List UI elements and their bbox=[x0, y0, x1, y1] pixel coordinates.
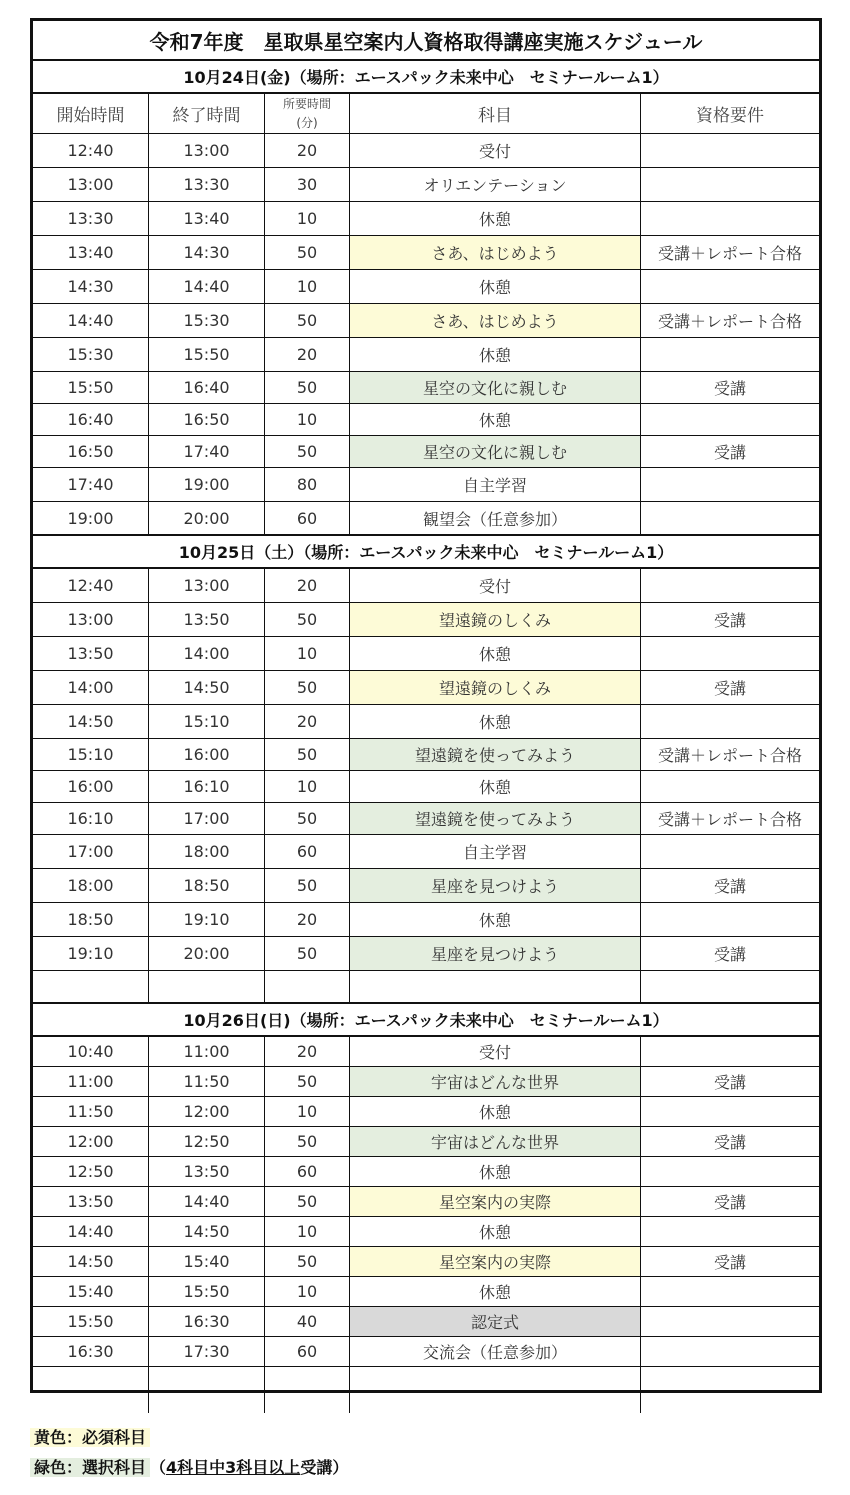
legend-elective-note-underlined: 4科目中3科目以上 bbox=[166, 1458, 301, 1477]
start-time-cell: 16:10 bbox=[33, 803, 149, 834]
end-time-cell: 14:40 bbox=[149, 1187, 265, 1216]
duration-cell: 50 bbox=[265, 937, 350, 970]
requirement-cell: 受講 bbox=[713, 679, 746, 698]
duration-cell: 50 bbox=[265, 1247, 350, 1276]
table-row bbox=[33, 869, 819, 903]
day-heading: 10月26日(日)（場所：エースパック未来中心 セミナールーム1） bbox=[33, 1004, 819, 1037]
end-time-cell: 15:50 bbox=[149, 1277, 265, 1306]
table-row bbox=[33, 502, 819, 536]
requirement-cell: 受講＋レポート合格 bbox=[657, 244, 802, 263]
requirement-cell bbox=[641, 1307, 819, 1336]
start-time-cell: 14:30 bbox=[33, 270, 149, 303]
duration-cell: 40 bbox=[265, 1307, 350, 1336]
end-time-cell: 19:00 bbox=[149, 468, 265, 501]
header-duration-top: 所要時間 bbox=[282, 96, 331, 111]
duration-cell: 20 bbox=[265, 569, 350, 602]
table-row bbox=[33, 705, 819, 739]
end-time-cell: 15:50 bbox=[149, 338, 265, 371]
end-time-cell: 19:10 bbox=[149, 903, 265, 936]
legend-required bbox=[30, 1425, 150, 1451]
table-row bbox=[33, 1187, 819, 1217]
requirement-cell bbox=[641, 404, 819, 435]
subject-cell: 休憩 bbox=[350, 705, 641, 738]
legend-elective-note-open: （ bbox=[150, 1458, 167, 1477]
requirement-cell bbox=[641, 168, 819, 201]
start-time-cell bbox=[33, 1367, 149, 1413]
start-time-cell: 14:40 bbox=[33, 304, 149, 337]
start-time-cell: 11:00 bbox=[33, 1067, 149, 1096]
start-time-cell: 17:40 bbox=[33, 468, 149, 501]
end-time-cell: 14:00 bbox=[149, 637, 265, 670]
day-heading: 10月25日（土）（場所：エースパック未来中心 セミナールーム1） bbox=[33, 536, 819, 569]
subject-cell: 自主学習 bbox=[350, 835, 641, 868]
subject-cell: 宇宙はどんな世界 bbox=[350, 1067, 641, 1096]
end-time-cell: 17:40 bbox=[149, 436, 265, 467]
table-row bbox=[33, 1247, 819, 1277]
subject-cell: 休憩 bbox=[350, 202, 641, 235]
duration-cell: 10 bbox=[265, 404, 350, 435]
duration-cell: 20 bbox=[265, 903, 350, 936]
table-row bbox=[33, 168, 819, 202]
subject-cell: 望遠鏡のしくみ bbox=[350, 671, 641, 704]
table-row bbox=[33, 304, 819, 338]
subject-cell: 望遠鏡のしくみ bbox=[350, 603, 641, 636]
end-time-cell: 16:10 bbox=[149, 771, 265, 802]
end-time-cell: 16:50 bbox=[149, 404, 265, 435]
end-time-cell: 13:40 bbox=[149, 202, 265, 235]
subject-cell: 休憩 bbox=[350, 404, 641, 435]
end-time-cell: 12:00 bbox=[149, 1097, 265, 1126]
table-row bbox=[33, 937, 819, 971]
table-row bbox=[33, 468, 819, 502]
subject-cell: 受付 bbox=[350, 569, 641, 602]
requirement-cell: 受講＋レポート合格 bbox=[657, 312, 802, 331]
table-row bbox=[33, 739, 819, 771]
start-time-cell: 15:10 bbox=[33, 739, 149, 770]
end-time-cell: 18:00 bbox=[149, 835, 265, 868]
requirement-cell: 受講 bbox=[713, 945, 746, 964]
duration-cell: 50 bbox=[265, 436, 350, 467]
start-time-cell: 14:40 bbox=[33, 1217, 149, 1246]
requirement-cell bbox=[641, 1337, 819, 1366]
end-time-cell: 15:10 bbox=[149, 705, 265, 738]
subject-cell: 休憩 bbox=[350, 1277, 641, 1306]
end-time-cell: 17:30 bbox=[149, 1337, 265, 1366]
subject-cell: 星空の文化に親しむ bbox=[350, 436, 641, 467]
start-time-cell: 16:30 bbox=[33, 1337, 149, 1366]
end-time-cell: 13:50 bbox=[149, 603, 265, 636]
requirement-cell bbox=[641, 1217, 819, 1246]
table-row bbox=[33, 1307, 819, 1337]
legend-required-label: 黄色：必須科目 bbox=[30, 1428, 150, 1447]
table-row bbox=[33, 569, 819, 603]
requirement-cell: 受講 bbox=[713, 1253, 746, 1272]
start-time-cell: 14:50 bbox=[33, 705, 149, 738]
table-row bbox=[33, 436, 819, 468]
start-time-cell bbox=[33, 971, 149, 1002]
requirement-cell bbox=[641, 338, 819, 371]
requirement-cell: 受講 bbox=[713, 1073, 746, 1092]
end-time-cell: 20:00 bbox=[149, 502, 265, 534]
duration-cell: 30 bbox=[265, 168, 350, 201]
start-time-cell: 16:50 bbox=[33, 436, 149, 467]
subject-cell: 休憩 bbox=[350, 1217, 641, 1246]
subject-cell: 休憩 bbox=[350, 338, 641, 371]
header-requirement: 資格要件 bbox=[696, 106, 764, 126]
start-time-cell: 13:00 bbox=[33, 603, 149, 636]
end-time-cell: 14:30 bbox=[149, 236, 265, 269]
subject-cell: 星空の文化に親しむ bbox=[350, 372, 641, 403]
requirement-cell bbox=[641, 971, 819, 1002]
table-row bbox=[33, 1157, 819, 1187]
requirement-cell bbox=[641, 569, 819, 602]
table-row bbox=[33, 637, 819, 671]
duration-cell: 50 bbox=[265, 1067, 350, 1096]
start-time-cell: 16:40 bbox=[33, 404, 149, 435]
table-row bbox=[33, 338, 819, 372]
duration-cell: 20 bbox=[265, 134, 350, 167]
end-time-cell: 13:30 bbox=[149, 168, 265, 201]
header-subject: 科目 bbox=[350, 94, 641, 133]
start-time-cell: 13:40 bbox=[33, 236, 149, 269]
duration-cell: 50 bbox=[265, 803, 350, 834]
subject-cell: さあ、はじめよう bbox=[350, 236, 641, 269]
subject-cell: 休憩 bbox=[350, 637, 641, 670]
subject-cell: 望遠鏡を使ってみよう bbox=[350, 739, 641, 770]
table-row bbox=[33, 903, 819, 937]
requirement-cell: 受講 bbox=[713, 443, 746, 462]
subject-cell bbox=[350, 971, 641, 1002]
table-row bbox=[33, 971, 819, 1004]
duration-cell: 80 bbox=[265, 468, 350, 501]
subject-cell: 星座を見つけよう bbox=[350, 937, 641, 970]
requirement-cell bbox=[641, 705, 819, 738]
table-row bbox=[33, 1037, 819, 1067]
subject-cell: 星空案内の実際 bbox=[350, 1247, 641, 1276]
subject-cell: 星空案内の実際 bbox=[350, 1187, 641, 1216]
table-row bbox=[33, 671, 819, 705]
requirement-cell bbox=[641, 1277, 819, 1306]
start-time-cell: 10:40 bbox=[33, 1037, 149, 1066]
table-row bbox=[33, 771, 819, 803]
requirement-cell: 受講 bbox=[713, 1133, 746, 1152]
requirement-cell bbox=[641, 1367, 819, 1413]
table-row bbox=[33, 835, 819, 869]
duration-cell: 50 bbox=[265, 1127, 350, 1156]
start-time-cell: 11:50 bbox=[33, 1097, 149, 1126]
requirement-cell: 受講 bbox=[713, 379, 746, 398]
start-time-cell: 18:00 bbox=[33, 869, 149, 902]
subject-cell: さあ、はじめよう bbox=[350, 304, 641, 337]
requirement-cell bbox=[641, 1097, 819, 1126]
duration-cell: 60 bbox=[265, 1157, 350, 1186]
table-row bbox=[33, 603, 819, 637]
start-time-cell: 14:00 bbox=[33, 671, 149, 704]
end-time-cell: 16:40 bbox=[149, 372, 265, 403]
duration-cell: 10 bbox=[265, 270, 350, 303]
table-row bbox=[33, 202, 819, 236]
subject-cell: オリエンテーション bbox=[350, 168, 641, 201]
duration-cell: 50 bbox=[265, 671, 350, 704]
table-row bbox=[33, 270, 819, 304]
subject-cell: 休憩 bbox=[350, 1097, 641, 1126]
header-duration bbox=[265, 94, 350, 133]
end-time-cell: 16:30 bbox=[149, 1307, 265, 1336]
subject-cell: 自主学習 bbox=[350, 468, 641, 501]
duration-cell bbox=[265, 1367, 350, 1413]
table-row bbox=[33, 1127, 819, 1157]
end-time-cell: 14:40 bbox=[149, 270, 265, 303]
start-time-cell: 12:40 bbox=[33, 134, 149, 167]
table-row bbox=[33, 1217, 819, 1247]
requirement-cell bbox=[641, 771, 819, 802]
start-time-cell: 12:50 bbox=[33, 1157, 149, 1186]
start-time-cell: 12:00 bbox=[33, 1127, 149, 1156]
start-time-cell: 15:50 bbox=[33, 372, 149, 403]
duration-cell: 10 bbox=[265, 1217, 350, 1246]
duration-cell: 20 bbox=[265, 1037, 350, 1066]
requirement-cell bbox=[641, 637, 819, 670]
duration-cell: 20 bbox=[265, 705, 350, 738]
subject-cell bbox=[350, 1367, 641, 1413]
requirement-cell bbox=[641, 903, 819, 936]
subject-cell: 認定式 bbox=[350, 1307, 641, 1336]
day-heading: 10月24日(金)（場所：エースパック未来中心 セミナールーム1） bbox=[33, 61, 819, 94]
table-row bbox=[33, 1097, 819, 1127]
start-time-cell: 19:10 bbox=[33, 937, 149, 970]
legend-elective-label: 緑色：選択科目 bbox=[30, 1458, 150, 1477]
duration-cell: 60 bbox=[265, 835, 350, 868]
duration-cell: 60 bbox=[265, 502, 350, 534]
requirement-cell bbox=[641, 468, 819, 501]
end-time-cell: 15:30 bbox=[149, 304, 265, 337]
duration-cell: 20 bbox=[265, 338, 350, 371]
header-duration-unit: (分) bbox=[296, 115, 318, 130]
requirement-cell: 受講＋レポート合格 bbox=[657, 810, 802, 829]
subject-cell: 受付 bbox=[350, 134, 641, 167]
end-time-cell: 11:00 bbox=[149, 1037, 265, 1066]
table-row bbox=[33, 236, 819, 270]
start-time-cell: 14:50 bbox=[33, 1247, 149, 1276]
subject-cell: 休憩 bbox=[350, 903, 641, 936]
duration-cell: 60 bbox=[265, 1337, 350, 1366]
start-time-cell: 13:30 bbox=[33, 202, 149, 235]
subject-cell: 休憩 bbox=[350, 771, 641, 802]
start-time-cell: 13:50 bbox=[33, 637, 149, 670]
end-time-cell: 12:50 bbox=[149, 1127, 265, 1156]
table-row bbox=[33, 372, 819, 404]
start-time-cell: 15:30 bbox=[33, 338, 149, 371]
requirement-cell bbox=[641, 1157, 819, 1186]
schedule-table bbox=[30, 18, 822, 1393]
start-time-cell: 17:00 bbox=[33, 835, 149, 868]
requirement-cell bbox=[641, 835, 819, 868]
duration-cell: 50 bbox=[265, 603, 350, 636]
legend-elective-note-rest: 受講） bbox=[300, 1458, 349, 1477]
start-time-cell: 16:00 bbox=[33, 771, 149, 802]
end-time-cell: 15:40 bbox=[149, 1247, 265, 1276]
end-time-cell: 13:00 bbox=[149, 134, 265, 167]
table-row bbox=[33, 1277, 819, 1307]
requirement-cell bbox=[641, 134, 819, 167]
table-row bbox=[33, 404, 819, 436]
duration-cell: 50 bbox=[265, 1187, 350, 1216]
requirement-cell bbox=[641, 502, 819, 534]
schedule-title: 令和7年度 星取県星空案内人資格取得講座実施スケジュール bbox=[33, 21, 819, 61]
requirement-cell bbox=[641, 202, 819, 235]
duration-cell: 10 bbox=[265, 202, 350, 235]
duration-cell: 50 bbox=[265, 869, 350, 902]
subject-cell: 観望会（任意参加） bbox=[350, 502, 641, 534]
duration-cell: 10 bbox=[265, 771, 350, 802]
end-time-cell: 13:50 bbox=[149, 1157, 265, 1186]
requirement-cell: 受講 bbox=[713, 877, 746, 896]
start-time-cell: 18:50 bbox=[33, 903, 149, 936]
requirement-cell: 受講 bbox=[713, 611, 746, 630]
start-time-cell: 15:50 bbox=[33, 1307, 149, 1336]
duration-cell: 50 bbox=[265, 304, 350, 337]
subject-cell: 受付 bbox=[350, 1037, 641, 1066]
end-time-cell: 20:00 bbox=[149, 937, 265, 970]
subject-cell: 交流会（任意参加） bbox=[350, 1337, 641, 1366]
header-start: 開始時間 bbox=[33, 94, 149, 133]
start-time-cell: 15:40 bbox=[33, 1277, 149, 1306]
table-row bbox=[33, 134, 819, 168]
end-time-cell: 11:50 bbox=[149, 1067, 265, 1096]
duration-cell: 50 bbox=[265, 236, 350, 269]
end-time-cell bbox=[149, 1367, 265, 1413]
duration-cell: 50 bbox=[265, 739, 350, 770]
subject-cell: 休憩 bbox=[350, 1157, 641, 1186]
duration-cell: 50 bbox=[265, 372, 350, 403]
requirement-cell: 受講＋レポート合格 bbox=[657, 746, 802, 765]
duration-cell: 10 bbox=[265, 637, 350, 670]
end-time-cell: 16:00 bbox=[149, 739, 265, 770]
subject-cell: 望遠鏡を使ってみよう bbox=[350, 803, 641, 834]
subject-cell: 休憩 bbox=[350, 270, 641, 303]
subject-cell: 星座を見つけよう bbox=[350, 869, 641, 902]
duration-cell: 10 bbox=[265, 1277, 350, 1306]
requirement-cell bbox=[641, 270, 819, 303]
requirement-cell: 受講 bbox=[713, 1193, 746, 1212]
subject-cell: 宇宙はどんな世界 bbox=[350, 1127, 641, 1156]
start-time-cell: 13:50 bbox=[33, 1187, 149, 1216]
end-time-cell: 13:00 bbox=[149, 569, 265, 602]
end-time-cell: 14:50 bbox=[149, 1217, 265, 1246]
end-time-cell: 18:50 bbox=[149, 869, 265, 902]
column-header-row bbox=[33, 94, 819, 134]
table-row bbox=[33, 1367, 819, 1413]
duration-cell: 10 bbox=[265, 1097, 350, 1126]
start-time-cell: 13:00 bbox=[33, 168, 149, 201]
legend-elective bbox=[30, 1455, 348, 1481]
end-time-cell bbox=[149, 971, 265, 1002]
end-time-cell: 17:00 bbox=[149, 803, 265, 834]
end-time-cell: 14:50 bbox=[149, 671, 265, 704]
duration-cell bbox=[265, 971, 350, 1002]
header-end: 終了時間 bbox=[149, 94, 265, 133]
table-row bbox=[33, 803, 819, 835]
start-time-cell: 19:00 bbox=[33, 502, 149, 534]
table-row bbox=[33, 1067, 819, 1097]
start-time-cell: 12:40 bbox=[33, 569, 149, 602]
requirement-cell bbox=[641, 1037, 819, 1066]
table-row bbox=[33, 1337, 819, 1367]
